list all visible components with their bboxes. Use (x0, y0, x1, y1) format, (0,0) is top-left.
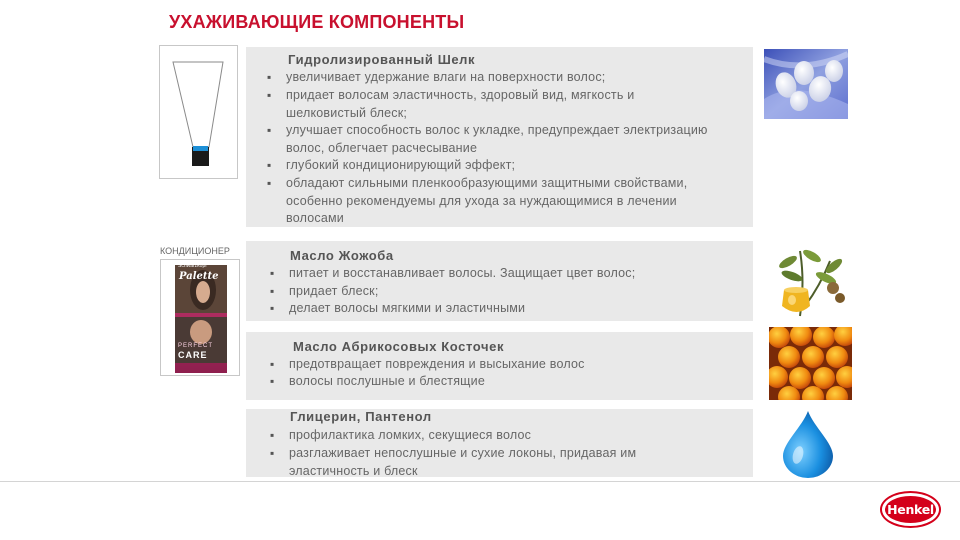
package-name: Palette (179, 271, 219, 282)
jojoba-oil-image (770, 246, 852, 318)
section-silk-title: Гидролизированный Шелк (288, 52, 476, 67)
silk-bullet-5: ▪ обладают сильными пленкообразующими защитными свойствами, особенно рекомендуемы для ухода за нуждающимися в лечении волосами (286, 175, 687, 228)
apricot-bullet-2: ▪ волосы послушные и блестящие (289, 373, 485, 391)
glycerin-bullet-2: ▪ разглаживает непослушные и сухие локоны, придавая им эластичность и блеск (289, 445, 636, 480)
footer-divider (0, 481, 960, 482)
silk-bullet-1: ▪ увеличивает удержание влаги на поверхности волос; (286, 69, 605, 87)
section-apricot-title: Масло Абрикосовых Косточек (293, 339, 505, 354)
section-jojoba-panel (246, 241, 753, 321)
package-line-1: PERFECT (178, 343, 214, 349)
package-line-2: CARE (178, 350, 208, 360)
product-label-conditioner: КОНДИЦИОНЕР (160, 246, 230, 256)
section-glycerin-panel (246, 409, 753, 477)
section-apricot-panel (246, 332, 753, 400)
henkel-logo (880, 491, 941, 528)
jojoba-bullet-3: ▪ делает волосы мягкими и эластичными (289, 300, 525, 318)
section-silk-panel (246, 47, 753, 227)
jojoba-bullet-1: ▪ питает и восстанавливает волосы. Защищает цвет волос; (289, 265, 635, 283)
water-drop-image (780, 409, 836, 479)
package-brand: Schwarzkopf (178, 263, 207, 269)
hair-dye-tube-icon (159, 45, 238, 179)
silk-bullet-3: ▪ улучшает способность волос к укладке, предупреждает электризацию волос, облегчает расчесывание (286, 122, 708, 157)
logo-text: Henkel (887, 502, 934, 517)
silk-cocoons-image (764, 49, 848, 119)
section-jojoba-title: Масло Жожоба (290, 248, 394, 263)
jojoba-bullet-2: ▪ придает блеск; (289, 283, 379, 301)
slide-title: УХАЖИВАЮЩИЕ КОМПОНЕНТЫ (169, 12, 465, 32)
silk-bullet-2: ▪ придает волосам эластичность, здоровый вид, мягкость и шелковистый блеск; (286, 87, 634, 122)
apricot-bullet-1: ▪ предотвращает повреждения и высыхание волос (289, 356, 585, 374)
apricots-image (769, 327, 852, 400)
section-glycerin-title: Глицерин, Пантенол (290, 409, 432, 424)
silk-bullet-4: ▪ глубокий кондиционирующий эффект; (286, 157, 515, 175)
glycerin-bullet-1: ▪ профилактика ломких, секущиеся волос (289, 427, 531, 445)
